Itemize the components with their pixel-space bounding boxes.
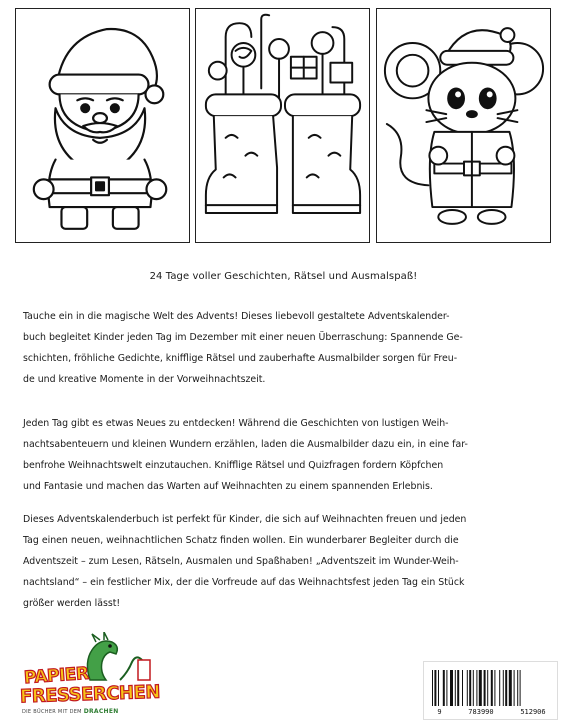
barcode-bar	[473, 670, 474, 706]
barcode-bar	[469, 670, 471, 706]
barcode-bar	[479, 670, 482, 706]
barcode-bar	[487, 670, 488, 706]
christmas-boots-coloring-icon	[196, 9, 369, 242]
barcode-digit-group-3: 512906	[520, 708, 546, 716]
publisher-logo	[19, 632, 161, 720]
barcode-bar	[446, 670, 447, 706]
santa-claus-coloring-icon	[16, 9, 189, 242]
christmas-mouse-coloring-icon	[377, 9, 550, 242]
logo-line-2: FRESSERCHEN	[19, 681, 161, 708]
barcode-bar	[494, 670, 495, 706]
barcode-bar	[443, 670, 445, 706]
barcode-digit-group-2: 783990	[468, 708, 494, 716]
barcode-bar	[438, 670, 439, 706]
logo-subtitle-brand: DRACHEN	[83, 708, 119, 715]
boots-illustration	[195, 8, 370, 243]
description-paragraph-1: Tauche ein in die magische Welt des Advents! Dieses liebevoll gestaltete Adventskalender- buch begleitet Kinder jeden Tag im Dezember mit einer neuen Überraschung: Spannende Ge- schichten, fröhliche Gedichte, knifflige Rätsel und zauberhafte Ausmalbilder sorgen für Freu- de und kreative Momente in der Vorweihnachtszeit.	[23, 311, 463, 385]
barcode-bar	[514, 670, 515, 706]
barcode-bars	[432, 670, 550, 706]
logo-subtitle	[22, 708, 119, 715]
barcode-bar	[476, 670, 477, 706]
santa-illustration	[15, 8, 190, 243]
barcode-bar	[434, 670, 436, 706]
barcode-bar	[491, 670, 493, 706]
barcode-bar	[457, 670, 459, 706]
barcode-bar	[432, 670, 433, 706]
description-paragraph-3: Dieses Adventskalenderbuch ist perfekt für Kinder, die sich auf Weihnachten freuen und jeden Tag einen neuen, weihnachtlichen Schatz finden wollen. Ein wunderbarer Begleiter durch die Adventszeit – zum Lesen, Rätseln, Ausmalen und Spaßhaben! „Adventszeit im Wunder-Weih- nachtsland“ – ein festlicher Mix, der die Vorfreude auf das Weihnachtsfest jeden Tag ein Stück größer werden lässt!	[23, 514, 467, 609]
barcode-bar	[455, 670, 456, 706]
barcode-bar	[509, 670, 512, 706]
barcode-bar	[450, 670, 453, 706]
barcode-bar	[462, 670, 463, 706]
barcode-digit-group-1: 9	[437, 708, 442, 716]
barcode-bar	[505, 670, 507, 706]
barcode-bar	[484, 670, 486, 706]
logo-line-1: PAPIER	[23, 663, 90, 689]
tagline: 24 Tage voller Geschichten, Rätsel und Ausmalspaß!	[149, 271, 418, 282]
description-paragraph-2: Jeden Tag gibt es etwas Neues zu entdecken! Während die Geschichten von lustigen Weih- nachtsabenteuern und kleinen Wundern erzählen, laden die Ausmalbilder dazu ein, in eine far- benfrohe Weihnachtswelt einzutauchen. Knifflige Rätsel und Quizfragen fordern Köpfchen und Fantasie und machen das Warten auf Weihnachten zu einem spannenden Erlebnis.	[23, 418, 468, 492]
mouse-illustration	[376, 8, 551, 243]
barcode-digits	[424, 708, 559, 716]
barcode-bar	[467, 670, 468, 706]
isbn-barcode	[423, 661, 558, 720]
barcode-bar	[517, 670, 518, 706]
barcode-bar	[520, 670, 521, 706]
logo-subtitle-prefix: DIE BÜCHER MIT DEM	[22, 709, 82, 715]
barcode-bar	[503, 670, 504, 706]
barcode-bar	[499, 670, 500, 706]
